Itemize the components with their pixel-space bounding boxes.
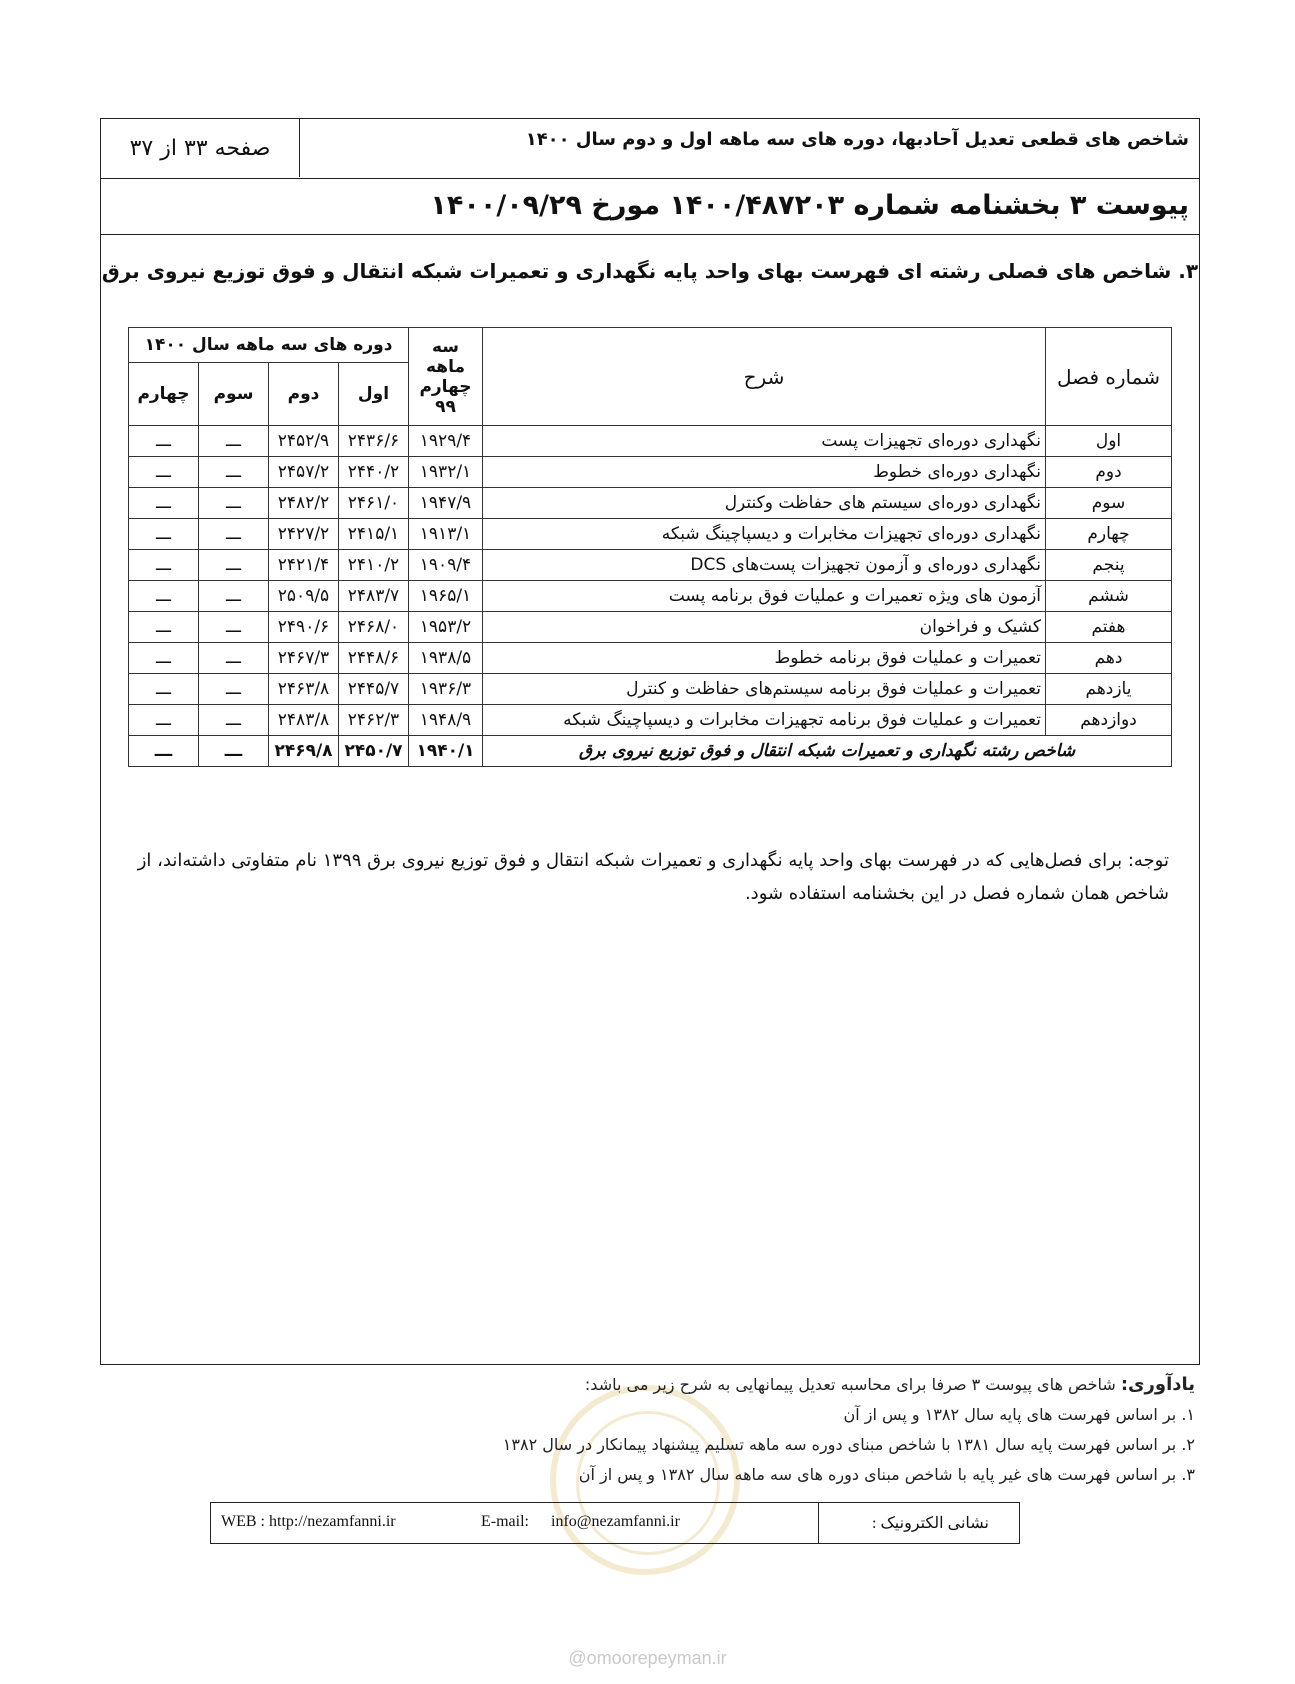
cell-q2: ۲۴۸۳/۸	[269, 705, 339, 736]
cell-q99: ۱۹۴۷/۹	[409, 488, 483, 519]
table-row	[129, 674, 1172, 705]
cell-q4: ـــ	[129, 519, 199, 550]
page-frame	[100, 118, 1200, 1365]
table-row	[129, 488, 1172, 519]
cell-q3: ـــ	[199, 705, 269, 736]
cell-q99: ۱۹۰۹/۴	[409, 550, 483, 581]
cell-desc: نگهداری دوره‌ای سیستم های حفاظت وکنترل	[483, 488, 1046, 519]
header-description: شرح	[483, 328, 1046, 426]
table-body	[129, 426, 1172, 767]
header-q3: سوم	[199, 363, 269, 426]
cell-q2: ۲۴۸۲/۲	[269, 488, 339, 519]
cell-no: اول	[1046, 426, 1172, 457]
cell-q4: ـــ	[129, 643, 199, 674]
cell-q4: ـــ	[129, 488, 199, 519]
cell-no: دوازدهم	[1046, 705, 1172, 736]
document-title: شاخص های قطعی تعدیل آحادبها، دوره های سه ماهه اول و دوم سال ۱۴۰۰	[525, 129, 1189, 150]
table-row	[129, 612, 1172, 643]
watermark-text: @omoorepeyman.ir	[568, 1648, 727, 1668]
cell-q99: ۱۹۱۳/۱	[409, 519, 483, 550]
contact-label: نشانی الکترونیک :	[872, 1515, 989, 1532]
cell-no: ششم	[1046, 581, 1172, 612]
header-chapter-no: شماره فصل	[1046, 328, 1172, 426]
web-link[interactable]: WEB : http://nezamfanni.ir	[221, 1513, 396, 1530]
reminder-item: ۳. بر اساس فهرست های غیر پایه با شاخص مبنای دوره های سه ماهه سال ۱۳۸۲ و پس از آن	[578, 1465, 1195, 1484]
total-row	[129, 736, 1172, 767]
header-q1: اول	[339, 363, 409, 426]
cell-q3: ـــ	[199, 581, 269, 612]
reminder-item: ۱. بر اساس فهرست های پایه سال ۱۳۸۲ و پس از آن	[843, 1405, 1195, 1424]
total-q2: ۲۴۶۹/۸	[269, 736, 339, 767]
cell-q1: ۲۴۱۰/۲	[339, 550, 409, 581]
cell-q99: ۱۹۴۸/۹	[409, 705, 483, 736]
cell-desc: نگهداری دوره‌ای و آزمون تجهیزات پست‌های DCS	[483, 550, 1046, 581]
cell-q2: ۲۴۵۷/۲	[269, 457, 339, 488]
cell-q4: ـــ	[129, 457, 199, 488]
cell-desc: تعمیرات و عملیات فوق برنامه سیستم‌های حفاظت و کنترل	[483, 674, 1046, 705]
contact-divider	[818, 1503, 820, 1543]
table-row	[129, 519, 1172, 550]
cell-q2: ۲۴۹۰/۶	[269, 612, 339, 643]
header-q4: چهارم	[129, 363, 199, 426]
section-title: ۳. شاخص های فصلی رشته ای فهرست بهای واحد پایه نگهداری و تعمیرات شبکه انتقال و فوق توزیع نیروی برق	[101, 259, 1199, 283]
header-periods-1400: دوره های سه ماهه سال ۱۴۰۰	[129, 328, 409, 363]
cell-q1: ۲۴۱۵/۱	[339, 519, 409, 550]
cell-q2: ۲۴۲۷/۲	[269, 519, 339, 550]
cell-q1: ۲۴۳۶/۶	[339, 426, 409, 457]
table-row	[129, 643, 1172, 674]
header-row	[101, 119, 1199, 179]
reminder-item: ۲. بر اساس فهرست پایه سال ۱۳۸۱ با شاخص مبنای دوره سه ماهه تسلیم پیشنهاد پیمانکار در سال ۱۳۸۲	[502, 1435, 1195, 1454]
cell-q1: ۲۴۸۳/۷	[339, 581, 409, 612]
reminder-intro: شاخص های پیوست ۳ صرفا برای محاسبه تعدیل پیمانهایی به شرح زیر می باشد:	[584, 1375, 1121, 1394]
cell-q3: ـــ	[199, 643, 269, 674]
cell-q4: ـــ	[129, 612, 199, 643]
cell-q2: ۲۴۲۱/۴	[269, 550, 339, 581]
table-row	[129, 426, 1172, 457]
cell-no: هفتم	[1046, 612, 1172, 643]
contact-box	[210, 1502, 1020, 1544]
cell-q3: ـــ	[199, 488, 269, 519]
cell-q2: ۲۵۰۹/۵	[269, 581, 339, 612]
cell-desc: تعمیرات و عملیات فوق برنامه خطوط	[483, 643, 1046, 674]
cell-desc: کشیک و فراخوان	[483, 612, 1046, 643]
header-q4-99: سه ماهه چهارم ۹۹	[409, 328, 483, 426]
cell-no: چهارم	[1046, 519, 1172, 550]
cell-no: دوم	[1046, 457, 1172, 488]
cell-desc: نگهداری دوره‌ای تجهیزات مخابرات و دیسپاچینگ شبکه	[483, 519, 1046, 550]
cell-q3: ـــ	[199, 550, 269, 581]
cell-q99: ۱۹۳۲/۱	[409, 457, 483, 488]
cell-q3: ـــ	[199, 674, 269, 705]
cell-q1: ۲۴۴۸/۶	[339, 643, 409, 674]
annex-title: پیوست ۳ بخشنامه شماره ۱۴۰۰/۴۸۷۲۰۳ مورخ ۱۴۰۰/۰۹/۲۹	[101, 179, 1199, 235]
cell-q3: ـــ	[199, 457, 269, 488]
cell-q1: ۲۴۴۵/۷	[339, 674, 409, 705]
cell-q4: ـــ	[129, 550, 199, 581]
cell-no: پنجم	[1046, 550, 1172, 581]
reminder-label: یادآوری:	[1120, 1374, 1195, 1395]
cell-q1: ۲۴۶۱/۰	[339, 488, 409, 519]
table-row	[129, 705, 1172, 736]
total-q4: ـــ	[129, 736, 199, 767]
cell-q99: ۱۹۵۳/۲	[409, 612, 483, 643]
table-row	[129, 550, 1172, 581]
cell-q4: ـــ	[129, 426, 199, 457]
email-label: E-mail:	[481, 1513, 529, 1530]
page-number: صفحه ۳۳ از ۳۷	[101, 119, 300, 177]
cell-q4: ـــ	[129, 581, 199, 612]
total-q3: ـــ	[199, 736, 269, 767]
cell-q99: ۱۹۶۵/۱	[409, 581, 483, 612]
cell-no: سوم	[1046, 488, 1172, 519]
note-text: توجه: برای فصل‌هایی که در فهرست بهای واحد پایه نگهداری و تعمیرات شبکه انتقال و فوق توزیع نیروی برق ۱۳۹۹ نام متفاوتی داشته‌اند، از شاخص همان شماره فصل در این بخشنامه استفاده شود.	[137, 850, 1169, 904]
cell-no: یازدهم	[1046, 674, 1172, 705]
total-q99: ۱۹۴۰/۱	[409, 736, 483, 767]
cell-q2: ۲۴۵۲/۹	[269, 426, 339, 457]
cell-q1: ۲۴۶۸/۰	[339, 612, 409, 643]
cell-q2: ۲۴۶۷/۳	[269, 643, 339, 674]
cell-q3: ـــ	[199, 519, 269, 550]
cell-desc: آزمون های ویژه تعمیرات و عملیات فوق برنامه پست	[483, 581, 1046, 612]
cell-q99: ۱۹۳۸/۵	[409, 643, 483, 674]
index-table	[128, 327, 1172, 767]
cell-q3: ـــ	[199, 426, 269, 457]
cell-q2: ۲۴۶۳/۸	[269, 674, 339, 705]
total-q1: ۲۴۵۰/۷	[339, 736, 409, 767]
cell-desc: نگهداری دوره‌ای تجهیزات پست	[483, 426, 1046, 457]
cell-no: دهم	[1046, 643, 1172, 674]
cell-q4: ـــ	[129, 674, 199, 705]
cell-q4: ـــ	[129, 705, 199, 736]
cell-q1: ۲۴۶۲/۳	[339, 705, 409, 736]
total-description: شاخص رشته نگهداری و تعمیرات شبکه انتقال و فوق توزیع نیروی برق	[483, 736, 1172, 767]
reminder-block	[195, 1370, 1195, 1490]
email-link[interactable]: info@nezamfanni.ir	[551, 1513, 680, 1530]
header-q2: دوم	[269, 363, 339, 426]
cell-desc: تعمیرات و عملیات فوق برنامه تجهیزات مخابرات و دیسپاچینگ شبکه	[483, 705, 1046, 736]
cell-desc: نگهداری دوره‌ای خطوط	[483, 457, 1046, 488]
cell-q1: ۲۴۴۰/۲	[339, 457, 409, 488]
cell-q99: ۱۹۲۹/۴	[409, 426, 483, 457]
cell-q3: ـــ	[199, 612, 269, 643]
table-row	[129, 581, 1172, 612]
table-row	[129, 457, 1172, 488]
cell-q99: ۱۹۳۶/۳	[409, 674, 483, 705]
